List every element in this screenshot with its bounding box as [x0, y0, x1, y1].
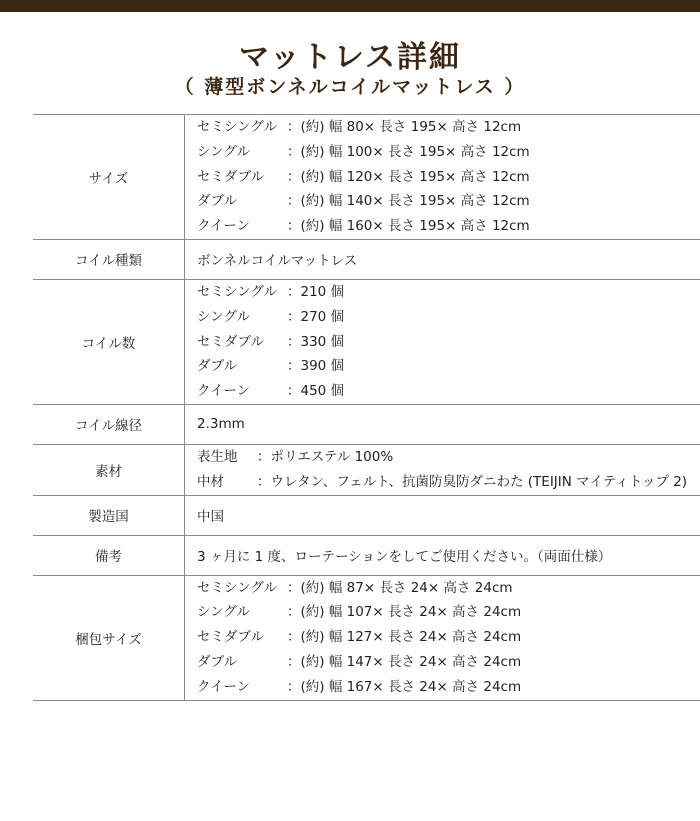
size-line: セミシングル ：(約) 幅 80× 長さ 195× 高さ 12cm — [197, 119, 522, 135]
spec-row-material — [33, 444, 700, 495]
spec-value-notes: 3 ヶ月に 1 度、ローテーションをしてご使用ください。（両面仕様） — [185, 535, 700, 575]
package-line: セミシングル ：(約) 幅 87× 長さ 24× 高さ 24cm — [197, 579, 513, 596]
package-line: クイーン ：(約) 幅 167× 長さ 24× 高さ 24cm — [197, 678, 522, 695]
top-decorative-bar — [0, 0, 700, 12]
size-line: クイーン ：(約) 幅 160× 長さ 195× 高さ 12cm — [197, 218, 530, 235]
coil-count-line: セミシングル ：210 個 — [197, 283, 345, 300]
package-line: ダブル ：(約) 幅 147× 長さ 24× 高さ 24cm — [197, 653, 522, 670]
spec-value-coil-wire: 2.3mm — [185, 404, 700, 444]
spec-row-country — [33, 495, 700, 535]
spec-row-notes — [33, 535, 700, 575]
coil-count-line: シングル ：270 個 — [197, 308, 345, 325]
spec-value-size — [185, 115, 700, 240]
spec-value-material — [185, 444, 700, 495]
material-line: 表生地 ：ポリエステル 100% — [197, 448, 394, 465]
spec-label-size: サイズ — [33, 115, 185, 240]
spec-value-country: 中国 — [185, 495, 700, 535]
spec-label-package: 梱包サイズ — [33, 575, 185, 700]
spec-row-size — [33, 115, 700, 240]
spec-row-coil-count — [33, 279, 700, 404]
spec-value-coil-count — [185, 279, 700, 404]
package-line: セミダブル ：(約) 幅 127× 長さ 24× 高さ 24cm — [197, 629, 522, 646]
spec-row-coil-type — [33, 239, 700, 279]
coil-count-line: ダブル ：390 個 — [197, 358, 345, 375]
spec-table — [33, 114, 700, 701]
size-line: ダブル ：(約) 幅 140× 長さ 195× 高さ 12cm — [197, 193, 530, 210]
spec-row-coil-wire — [33, 404, 700, 444]
package-line: シングル ：(約) 幅 107× 長さ 24× 高さ 24cm — [197, 604, 522, 621]
spec-row-package — [33, 575, 700, 700]
size-line: セミダブル ：(約) 幅 120× 長さ 195× 高さ 12cm — [197, 168, 530, 185]
spec-label-notes: 備考 — [33, 535, 185, 575]
spec-label-coil-wire: コイル線径 — [33, 404, 185, 444]
spec-label-material: 素材 — [33, 444, 185, 495]
material-line: 中材 ：ウレタン、フェルト、抗菌防臭防ダニわた (TEIJIN マイティトップ 2) — [197, 473, 688, 490]
spec-label-coil-count: コイル数 — [33, 279, 185, 404]
spec-value-package — [185, 575, 700, 700]
spec-label-coil-type: コイル種類 — [33, 239, 185, 279]
spec-label-country: 製造国 — [33, 495, 185, 535]
size-line: シングル ：(約) 幅 100× 長さ 195× 高さ 12cm — [197, 143, 530, 160]
coil-count-line: クイーン ：450 個 — [197, 383, 345, 400]
page-title: マットレス詳細 — [239, 40, 461, 75]
coil-count-line: セミダブル ：330 個 — [197, 333, 345, 350]
page-subtitle: （ 薄型ボンネルコイルマットレス ） — [174, 76, 526, 98]
spec-value-coil-type: ボンネルコイルマットレス — [185, 239, 700, 279]
